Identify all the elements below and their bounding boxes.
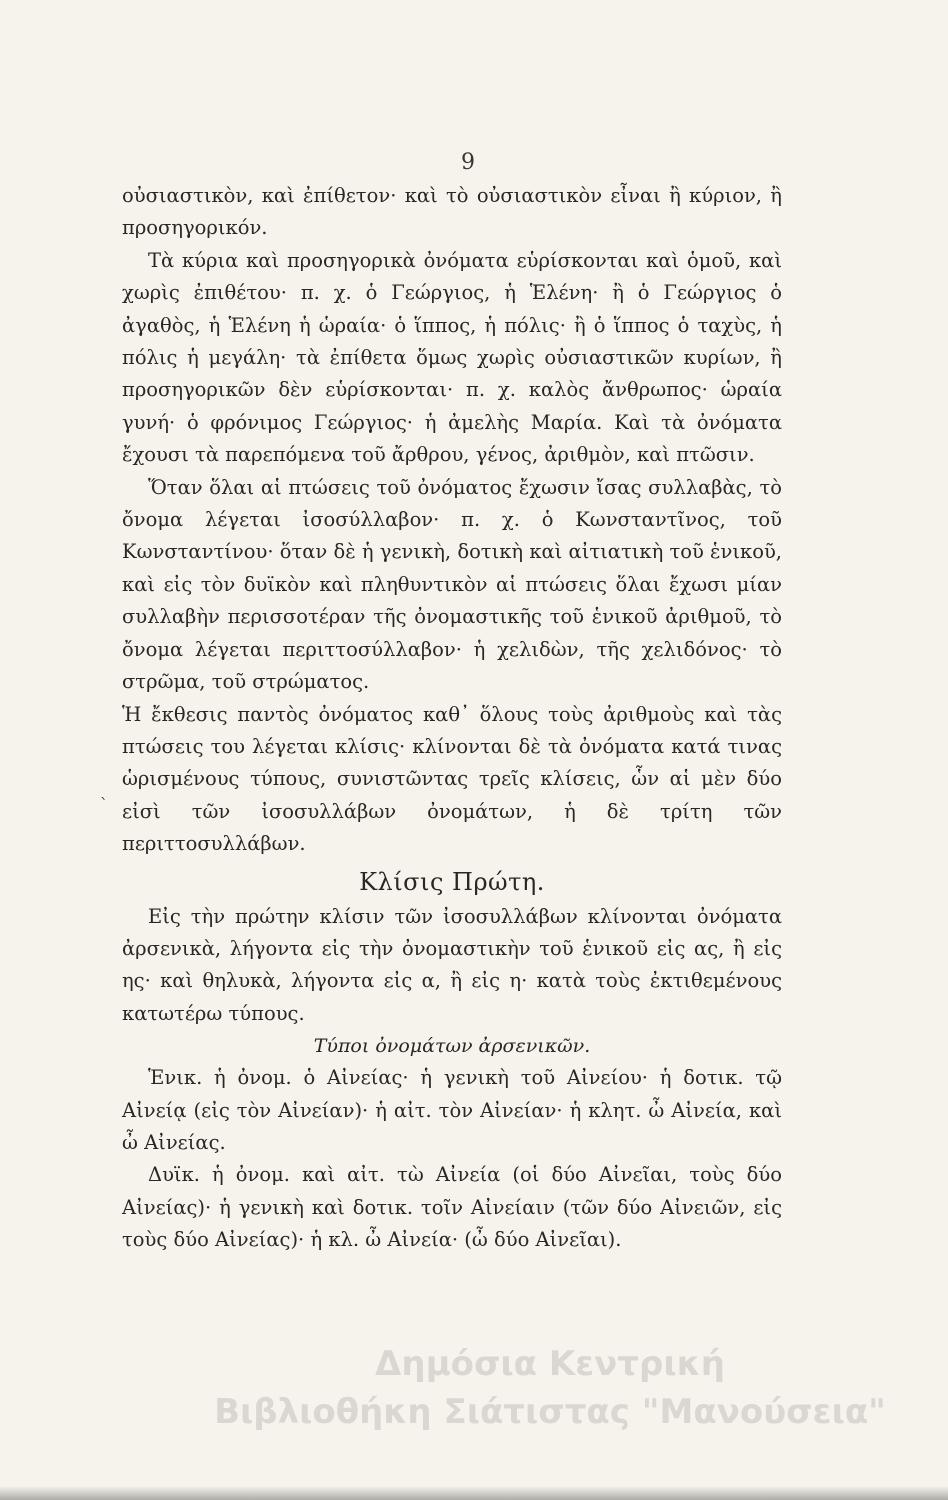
page-number: 9 xyxy=(461,150,475,175)
library-watermark xyxy=(200,1340,900,1436)
margin-mark: ` xyxy=(100,795,108,814)
section-heading: Κλίσις Πρώτη. xyxy=(359,867,545,896)
paragraph: Δυϊκ. ἡ ὀνομ. καὶ αἰτ. τὼ Αἰνεία (οἱ δύο Αἰνεῖαι, τοὺς δύο Αἰνείας)· ἡ γενικὴ καὶ δοτικ. τοῖν Αἰνείαιν (τῶν δύο Αἰνειῶν, εἰς τοὺς δύο Αἰνείας)· ἡ κλ. ὦ Αἰνεία· (ὦ δύο Αἰνεῖαι). xyxy=(122,1163,782,1252)
section-subheading: Τύποι ὀνομάτων ἀρσενικῶν. xyxy=(313,1035,591,1058)
paragraph: Ὅταν ὅλαι αἱ πτώσεις τοῦ ὀνόματος ἔχωσιν ἴσας συλλαβὰς, τὸ ὄνομα λέγεται ἰσοσύλλαβον· π. χ. ὁ Κωνσταντῖνος, τοῦ Κωνσταντίνου· ὅταν δὲ ἡ γενικὴ, δοτικὴ καὶ αἰτιατικὴ τοῦ ἑνικοῦ, καὶ εἰς τὸν δυϊκὸν καὶ πληθυντικὸν αἱ πτώσεις ὅλαι ἔχωσι μίαν συλλαβὴν περισσοτέραν τῆς ὀνομαστικῆς τοῦ ἑνικοῦ ἀριθμοῦ, τὸ ὄνομα λέγεται περιττοσύλλαβον· ἡ χελιδὼν, τῆς χελιδόνος· τὸ στρῶμα, τοῦ στρώματος. xyxy=(122,475,782,694)
body-text xyxy=(122,180,782,1257)
paragraph: Ἡ ἔκθεσις παντὸς ὀνόματος καθ᾽ ὅλους τοὺς ἀριθμοὺς καὶ τὰς πτώσεις του λέγεται κλίσις· κλίνονται δὲ τὰ ὀνόματα κατά τινας ὡρισμένους τύπους, συνιστῶντας τρεῖς κλίσεις, ὧν αἱ μὲν δύο εἰσὶ τῶν ἰσοσυλλάβων ὀνομάτων, ἡ δὲ τρίτη τῶν περιττοσυλλάβων. xyxy=(122,702,782,856)
scan-bottom-edge xyxy=(0,1486,948,1500)
watermark-line: Δημόσια Κεντρική xyxy=(375,1344,725,1384)
paragraph: Τὰ κύρια καὶ προσηγορικὰ ὀνόματα εὑρίσκονται καὶ ὁμοῦ, καὶ χωρὶς ἐπιθέτου· π. χ. ὁ Γεώργιος, ἡ Ἑλένη· ἢ ὁ Γεώργιος ὁ ἀγαθὸς, ἡ Ἑλένη ἡ ὡραία· ὁ ἵππος, ἡ πόλις· ἢ ὁ ἵππος ὁ ταχὺς, ἡ πόλις ἡ μεγάλη· τὰ ἐπίθετα ὅμως χωρὶς οὐσιαστικῶν κυρίων, ἢ προσηγορικῶν δὲν εὑρίσκονται· π. χ. καλὸς ἄνθρωπος· ὡραία γυνή· ὁ φρόνιμος Γεώργιος· ἡ ἀμελὴς Μαρία. Καὶ τὰ ὀνόματα ἔχουσι τὰ παρεπόμενα τοῦ ἄρθρου, γένος, ἀριθμὸν, καὶ πτῶσιν. xyxy=(122,248,782,467)
paragraph: οὐσιαστικὸν, καὶ ἐπίθετον· καὶ τὸ οὐσιαστικὸν εἶναι ἢ κύριον, ἢ προσηγορικόν. xyxy=(122,184,782,240)
watermark-line: Βιβλιοθήκη Σιάτιστας "Μανούσεια" xyxy=(214,1392,886,1432)
paragraph: Ἑνικ. ἡ ὀνομ. ὁ Αἰνείας· ἡ γενικὴ τοῦ Αἰνείου· ἡ δοτικ. τῷ Αἰνείᾳ (εἰς τὸν Αἰνείαν)· ἡ αἰτ. τὸν Αἰνείαν· ἡ κλητ. ὦ Αἰνεία, καὶ ὦ Αἰνείας. xyxy=(122,1066,782,1154)
paragraph: Εἰς τὴν πρώτην κλίσιν τῶν ἰσοσυλλάβων κλίνονται ὀνόματα ἀρσενικὰ, λήγοντα εἰς τὴν ὀνομαστικὴν τοῦ ἑνικοῦ εἰς ας, ἢ εἰς ης· καὶ θηλυκὰ, λήγοντα εἰς α, ἢ εἰς η· κατὰ τοὺς ἐκτιθεμένους κατωτέρω τύπους. xyxy=(122,904,782,1025)
